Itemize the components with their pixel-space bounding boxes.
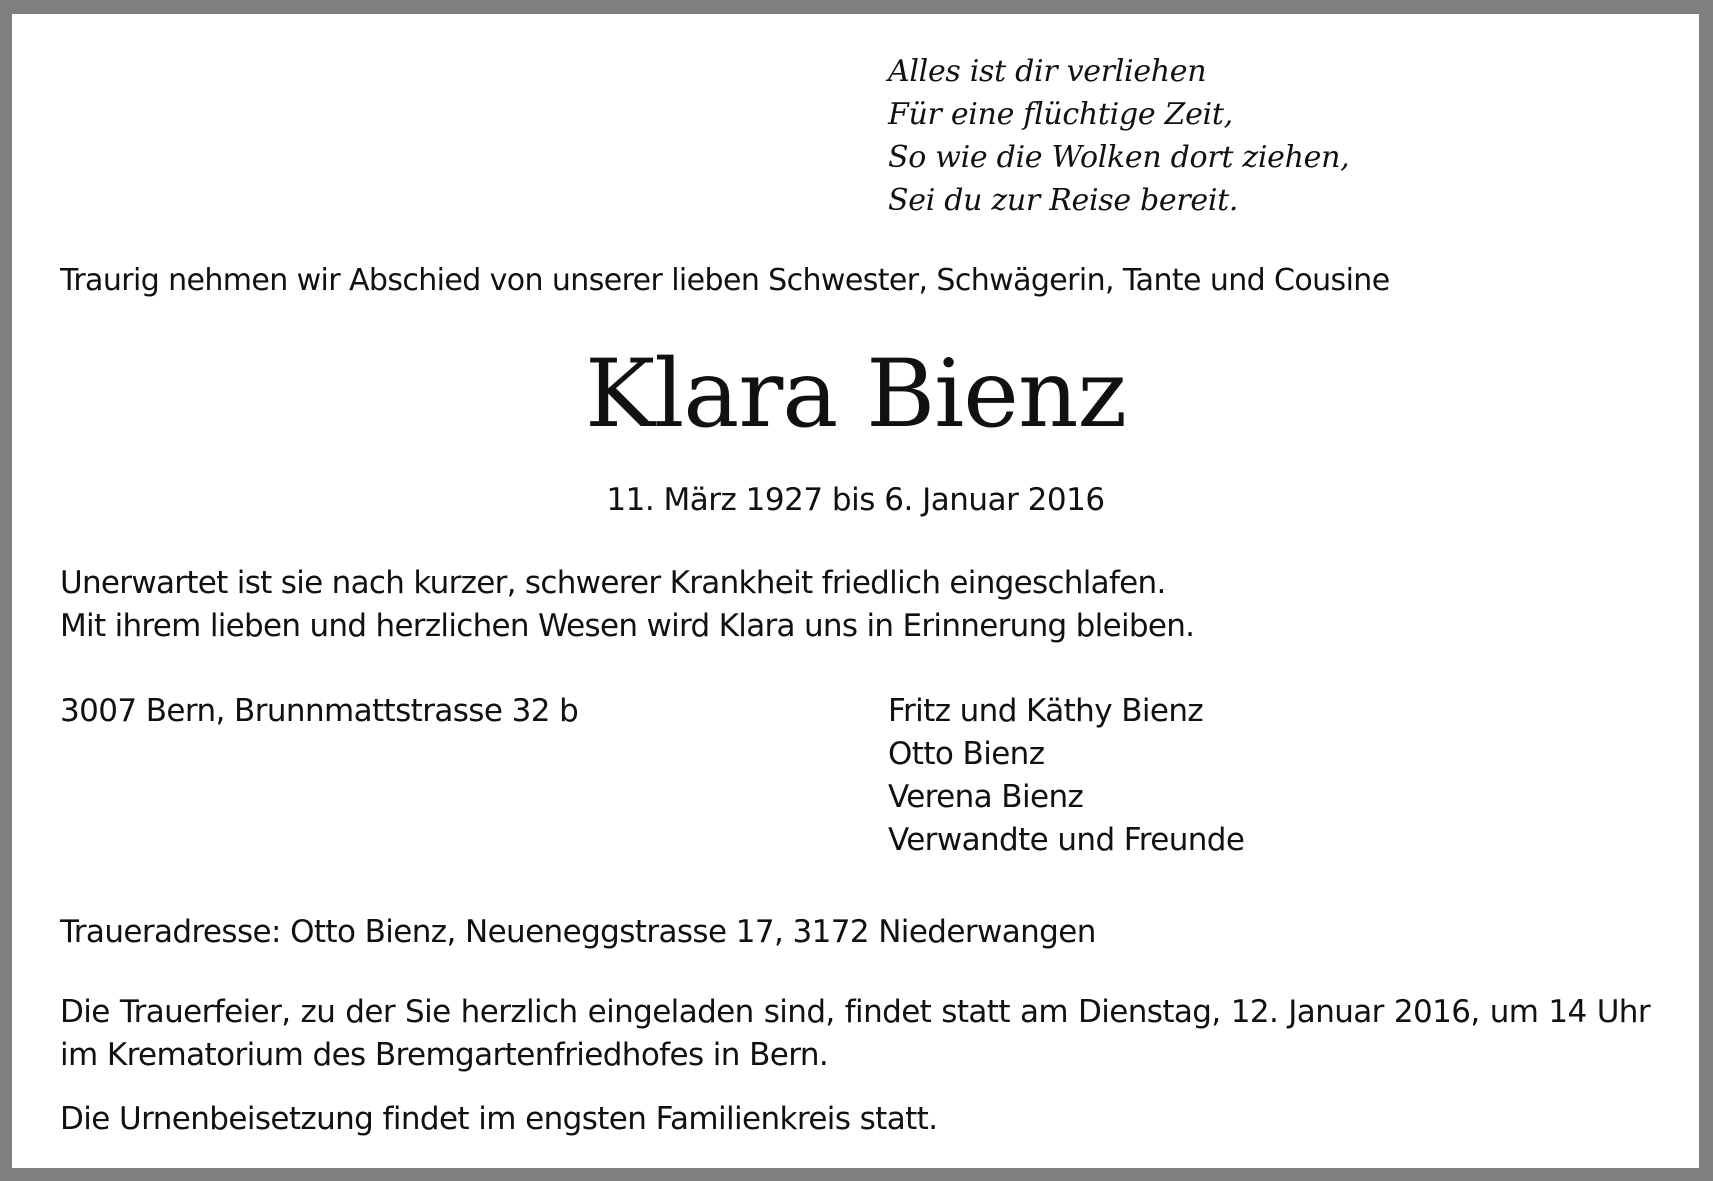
mourner: Otto Bienz — [888, 736, 1045, 772]
poem-line: Für eine flüchtige Zeit, — [888, 97, 1233, 132]
deceased-name: Klara Bienz — [584, 340, 1127, 449]
life-dates: 11. März 1927 bis 6. Januar 2016 — [606, 482, 1105, 518]
poem — [888, 50, 1349, 222]
poem-line: Alles ist dir verliehen — [888, 54, 1207, 89]
mourner: Verena Bienz — [888, 779, 1084, 815]
body-line: Mit ihrem lieben und herzlichen Wesen wird Klara uns in Erinnerung bleiben. — [60, 608, 1195, 644]
intro-text: Traurig nehmen wir Abschied von unserer lieben Schwester, Schwägerin, Tante und Cousine — [60, 263, 1390, 298]
poem-line: So wie die Wolken dort ziehen, — [888, 140, 1350, 175]
mourners-list — [888, 690, 1244, 862]
mourner: Fritz und Käthy Bienz — [888, 693, 1204, 729]
body-line: Unerwartet ist sie nach kurzer, schwerer Krankheit friedlich eingeschlafen. — [60, 565, 1166, 601]
ceremony-text: Die Trauerfeier, zu der Sie herzlich eingeladen sind, findet statt am Dienstag, 12. Januar 2016, um 14 Uhr im Krematorium des Bremgartenfriedhofes in Bern. — [60, 994, 1650, 1073]
obituary-notice — [12, 14, 1699, 1168]
poem-line: Sei du zur Reise bereit. — [888, 183, 1239, 218]
body-text — [60, 562, 1194, 648]
mourner: Verwandte und Freunde — [888, 822, 1245, 858]
residence-address: 3007 Bern, Brunnmattstrasse 32 b — [60, 693, 579, 729]
urn-burial-text: Die Urnenbeisetzung findet im engsten Familienkreis statt. — [60, 1101, 938, 1137]
mourning-address: Traueradresse: Otto Bienz, Neueneggstrasse 17, 3172 Niederwangen — [60, 914, 1096, 950]
